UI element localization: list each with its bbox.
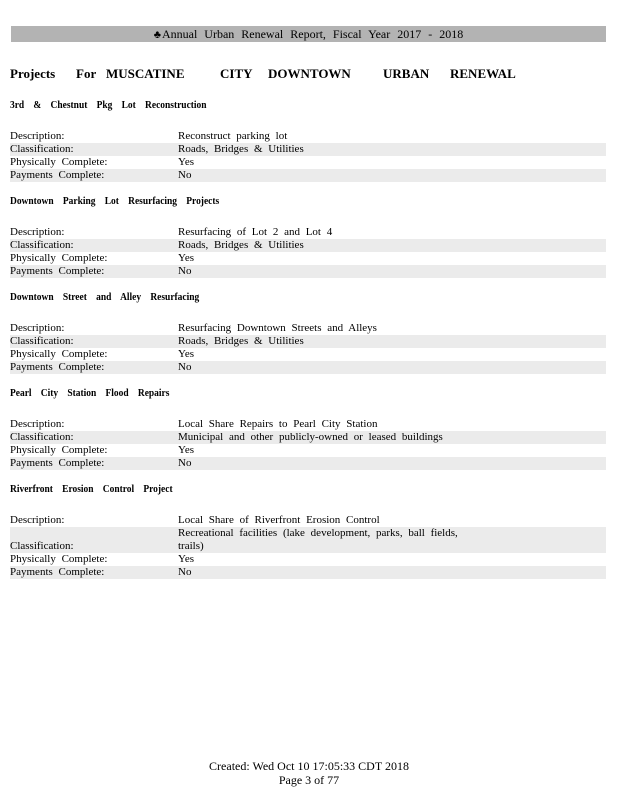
- row-value: Resurfacing Downtown Streets and Alleys: [178, 322, 377, 334]
- heading-downtown: DOWNTOWN: [268, 66, 351, 81]
- row-value: Yes: [178, 348, 195, 360]
- row-value: Local Share of Riverfront Erosion Control: [178, 514, 380, 526]
- description-row: [10, 418, 606, 431]
- payments-complete-row: [10, 566, 606, 579]
- row-value: No: [178, 566, 192, 578]
- club-icon: ♣: [153, 29, 161, 41]
- projects-heading: [10, 66, 610, 82]
- row-label: Physically Complete:: [10, 156, 108, 168]
- project-title: Downtown Street and Alley Resurfacing: [10, 291, 200, 303]
- row-label: Description:: [10, 226, 65, 238]
- row-value: Yes: [178, 156, 195, 168]
- project-title: Downtown Parking Lot Resurfacing Projects: [10, 195, 220, 207]
- row-label: Physically Complete:: [10, 348, 108, 360]
- row-label: Physically Complete:: [10, 252, 108, 264]
- row-label: Payments Complete:: [10, 265, 105, 277]
- classification-row: [10, 239, 606, 252]
- row-value: Recreational facilities (lake development, parks, ball fields, trails): [178, 527, 458, 552]
- row-label: Classification:: [10, 431, 74, 443]
- report-title: Annual Urban Renewal Report, Fiscal Year 2017 - 2018: [161, 27, 464, 41]
- description-row: [10, 322, 606, 335]
- classification-row: [10, 431, 606, 444]
- physically-complete-row: [10, 348, 606, 361]
- project-title: Pearl City Station Flood Repairs: [10, 387, 170, 399]
- payments-complete-row: [10, 361, 606, 374]
- row-value: Resurfacing of Lot 2 and Lot 4: [178, 226, 333, 238]
- row-label: Physically Complete:: [10, 444, 108, 456]
- project-section: [10, 195, 606, 278]
- project-section: [10, 291, 606, 374]
- description-row: [10, 514, 606, 527]
- project-title: Riverfront Erosion Control Project: [10, 483, 173, 495]
- row-label: Description:: [10, 514, 65, 526]
- row-value: Roads, Bridges & Utilities: [178, 335, 304, 347]
- project-title: 3rd & Chestnut Pkg Lot Reconstruction: [10, 99, 207, 111]
- classification-row: [10, 335, 606, 348]
- heading-urban: URBAN: [383, 66, 430, 81]
- row-value: No: [178, 457, 192, 469]
- row-label: Physically Complete:: [10, 553, 108, 565]
- row-value: No: [178, 265, 192, 277]
- row-value: Yes: [178, 553, 195, 565]
- row-label: Payments Complete:: [10, 169, 105, 181]
- payments-complete-row: [10, 265, 606, 278]
- row-value: Roads, Bridges & Utilities: [178, 143, 304, 155]
- heading-projects: Projects: [10, 66, 56, 81]
- row-label: Description:: [10, 322, 65, 334]
- page-number: Page 3 of 77: [278, 773, 340, 787]
- row-label: Classification:: [10, 540, 74, 552]
- row-value: Yes: [178, 252, 195, 264]
- classification-row: [10, 143, 606, 156]
- project-section: [10, 387, 606, 470]
- row-value: Yes: [178, 444, 195, 456]
- report-header: [11, 26, 606, 42]
- row-label: Payments Complete:: [10, 457, 105, 469]
- heading-city: CITY: [220, 66, 253, 81]
- description-row: [10, 226, 606, 239]
- heading-for: For: [76, 66, 97, 81]
- payments-complete-row: [10, 169, 606, 182]
- row-label: Description:: [10, 130, 65, 142]
- row-value: Local Share Repairs to Pearl City Station: [178, 418, 378, 430]
- heading-city-name: MUSCATINE: [106, 66, 185, 81]
- project-section: [10, 483, 606, 579]
- classification-row: [10, 527, 606, 553]
- payments-complete-row: [10, 457, 606, 470]
- row-value: No: [178, 169, 192, 181]
- row-label: Payments Complete:: [10, 566, 105, 578]
- row-label: Classification:: [10, 143, 74, 155]
- physically-complete-row: [10, 156, 606, 169]
- row-label: Classification:: [10, 239, 74, 251]
- heading-renewal: RENEWAL: [450, 66, 516, 81]
- row-value: No: [178, 361, 192, 373]
- row-value: Municipal and other publicly-owned or leased buildings: [178, 431, 443, 443]
- physically-complete-row: [10, 252, 606, 265]
- created-timestamp: Created: Wed Oct 10 17:05:33 CDT 2018: [209, 759, 409, 773]
- project-section: [10, 99, 606, 182]
- row-label: Classification:: [10, 335, 74, 347]
- row-value: Roads, Bridges & Utilities: [178, 239, 304, 251]
- row-label: Description:: [10, 418, 65, 430]
- row-value: Reconstruct parking lot: [178, 130, 288, 142]
- row-label: Payments Complete:: [10, 361, 105, 373]
- physically-complete-row: [10, 444, 606, 457]
- physically-complete-row: [10, 553, 606, 566]
- description-row: [10, 130, 606, 143]
